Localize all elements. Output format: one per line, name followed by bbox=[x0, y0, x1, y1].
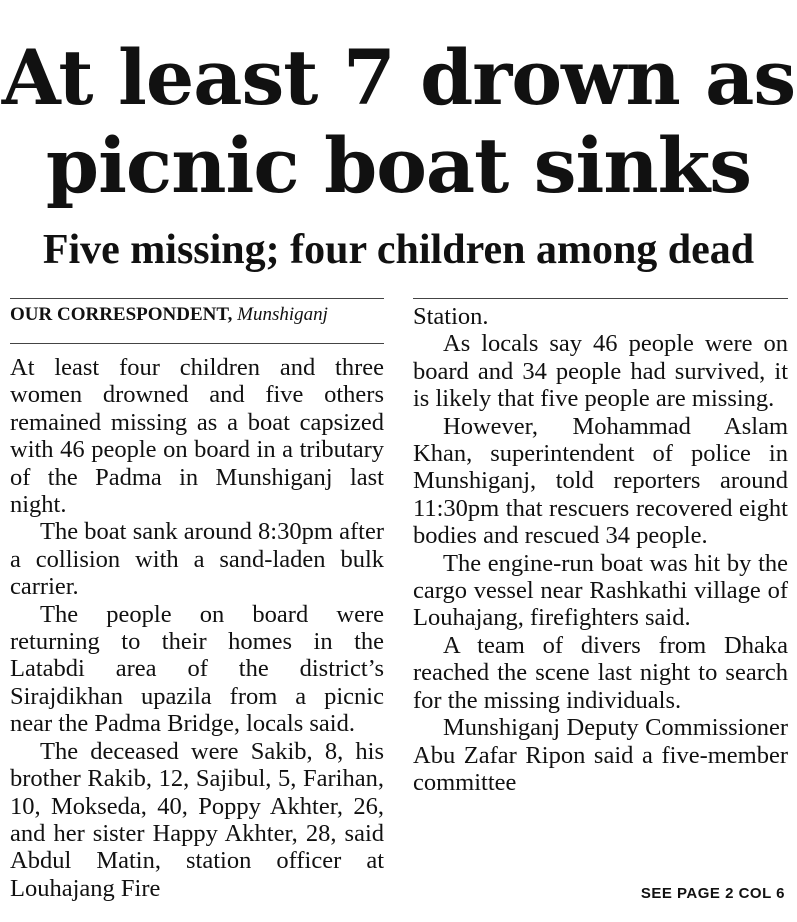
headline: At least 7 drown as picnic boat sinks bbox=[1, 33, 796, 210]
paragraph: The engine-run boat was hit by the cargo vessel near Rashkathi village of Louhajang, firefighters said. bbox=[413, 549, 788, 632]
subheadline: Five missing; four children among dead bbox=[42, 227, 755, 273]
paragraph: A team of divers from Dhaka reached the scene last night to search for the missing individuals. bbox=[413, 631, 788, 714]
continuation-jump: SEE PAGE 2 COL 6 bbox=[640, 885, 785, 902]
rule-under-subhead-right bbox=[413, 298, 788, 299]
byline bbox=[10, 302, 384, 328]
paragraph: As locals say 46 people were on board and 34 people had survived, it is likely that five people are missing. bbox=[413, 330, 788, 413]
byline-author: OUR CORRESPONDENT, bbox=[10, 304, 233, 325]
article-column-left bbox=[10, 354, 384, 902]
paragraph: The deceased were Sakib, 8, his brother Rakib, 12, Sajibul, 5, Farihan, 10, Mokseda, 40, Poppy Akhter, 26, and her sister Happy Akhter, 28, said Abdul Matin, station officer at Louhajang Fire bbox=[10, 737, 384, 902]
paragraph: Station. bbox=[413, 303, 489, 330]
paragraph: However, Mohammad Aslam Khan, superintendent of police in Munshiganj, told reporters around 11:30pm that rescuers recovered eight bodies and rescued 34 people. bbox=[413, 412, 788, 550]
paragraph: The people on board were returning to their homes in the Latabdi area of the district’s Sirajdikhan upazila from a picnic near the Padma Bridge, locals said. bbox=[10, 600, 384, 738]
byline-location: Munshiganj bbox=[237, 304, 328, 325]
article-column-right bbox=[413, 303, 788, 796]
paragraph: The boat sank around 8:30pm after a collision with a sand-laden bulk carrier. bbox=[10, 518, 384, 601]
rule-under-subhead-left bbox=[10, 298, 384, 299]
paragraph: Munshiganj Deputy Commissioner Abu Zafar Ripon said a five-member committee bbox=[413, 714, 788, 796]
paragraph: At least four children and three women drowned and five others remained missing as a boat capsized with 46 people on board in a tributary of the Padma in Munshiganj last night. bbox=[10, 354, 384, 519]
byline-rule bbox=[10, 343, 384, 344]
